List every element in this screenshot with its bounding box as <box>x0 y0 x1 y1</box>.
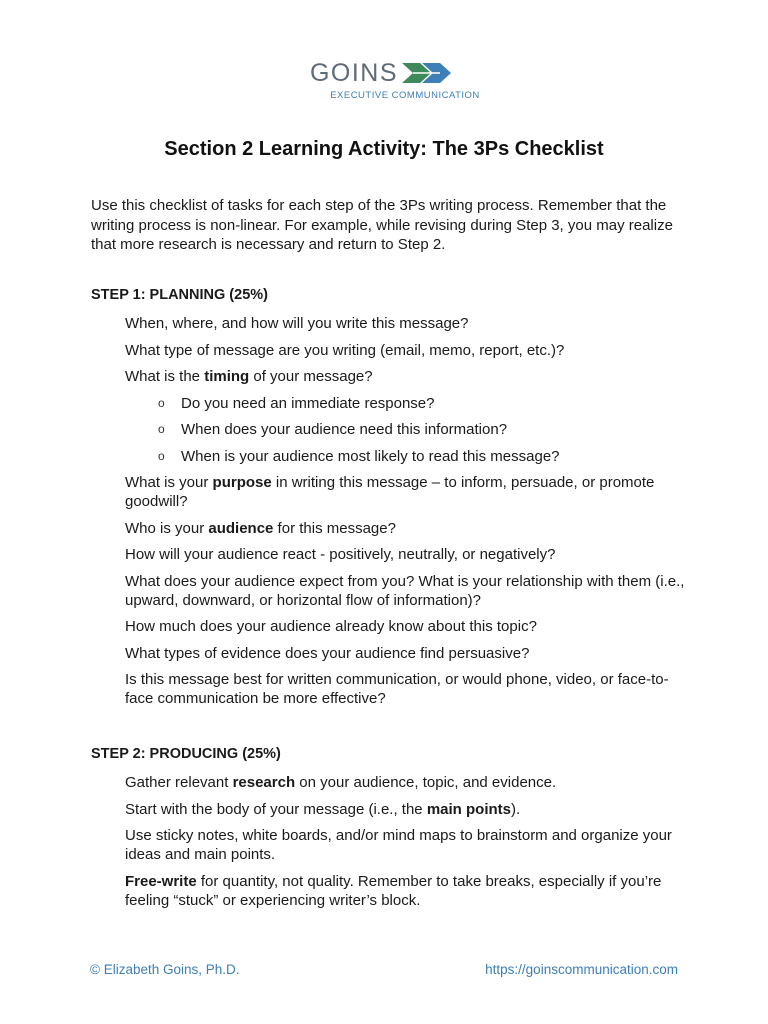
step1-q5 <box>125 519 685 538</box>
step2-checklist <box>125 773 685 917</box>
step1-q9: What types of evidence does your audience find persuasive? <box>125 644 530 662</box>
step1-checklist <box>125 314 685 716</box>
step1-q6: How will your audience react - positively, neutrally, or negatively? <box>125 546 556 563</box>
logo-tagline: EXECUTIVE COMMUNICATION <box>330 90 480 101</box>
step1-q3 <box>125 367 685 386</box>
circle-bullet-icon: o <box>158 422 165 436</box>
q5-text-c: for this message? <box>273 519 396 537</box>
sub1-text: Do you need an immediate response? <box>181 394 435 412</box>
step1-q2: What type of message are you writing (email, memo, report, etc.)? <box>125 341 565 359</box>
footer-copyright: © Elizabeth Goins, Ph.D. <box>90 962 240 977</box>
p4-text-c: for quantity, not quality. Remember to take breaks, especially if you’re feeling “stuck” or experiencing writer’s block. <box>125 872 662 909</box>
circle-bullet-icon: o <box>158 448 165 463</box>
sub3-text: When is your audience most likely to read this message? <box>181 447 560 465</box>
q3-text-a: What is the <box>125 368 205 385</box>
step2-p4 <box>125 872 685 910</box>
step1-q1: When, where, and how will you write this message? <box>125 315 469 332</box>
double-chevron-logo-icon <box>400 60 458 86</box>
p1-text-a: Gather relevant <box>125 774 233 791</box>
footer-website-link[interactable]: https://goinscommunication.com <box>485 962 678 977</box>
step2-heading: STEP 2: PRODUCING (25%) <box>91 746 281 762</box>
q3-bold: timing <box>204 368 250 385</box>
step1-q10: Is this message best for written communication, or would phone, video, or face-to-face communication be more effective? <box>125 671 669 707</box>
p1-bold: research <box>232 774 296 791</box>
p2-text-a: Start with the body of your message (i.e., the <box>125 800 427 818</box>
q5-bold: audience <box>208 519 274 537</box>
step1-subitem <box>158 420 685 439</box>
intro-paragraph: Use this checklist of tasks for each step of the 3Ps writing process. Remember that the writing process is non-linear. For example, while revising during Step 3, you may realize that more research is necessary and return to Step 2. <box>91 197 673 253</box>
step2-p1 <box>125 773 685 792</box>
q4-bold: purpose <box>212 474 272 491</box>
step1-heading: STEP 1: PLANNING (25%) <box>91 287 268 303</box>
sub2-text: When does your audience need this information? <box>181 421 508 438</box>
page-title: Section 2 Learning Activity: The 3Ps Checklist <box>164 138 604 160</box>
step2-p2 <box>125 800 685 819</box>
step1-subitem <box>158 394 685 413</box>
circle-bullet-icon: o <box>158 395 165 410</box>
step1-q4 <box>125 473 685 511</box>
q4-text-a: What is your <box>125 474 213 491</box>
q3-text-c: of your message? <box>249 368 373 385</box>
q5-text-a: Who is your <box>125 519 209 537</box>
q4-text-c: in writing this message – to inform, persuade, or promote goodwill? <box>125 474 655 510</box>
p2-bold: main points <box>426 800 511 818</box>
logo-wordmark: GOINS <box>309 59 399 87</box>
step1-q8: How much does your audience already know about this topic? <box>125 618 537 635</box>
step2-p3: Use sticky notes, white boards, and/or mind maps to brainstorm and organize your ideas and main points. <box>125 827 672 863</box>
step1-subitem <box>158 447 685 466</box>
p2-text-c: ). <box>511 800 521 818</box>
company-logo <box>0 58 768 101</box>
step1-q7: What does your audience expect from you? What is your relationship with them (i.e., upward, downward, or horizontal flow of information)? <box>125 572 685 609</box>
logo-row <box>310 58 458 88</box>
p4-bold: Free-write <box>125 872 197 890</box>
p1-text-c: on your audience, topic, and evidence. <box>295 774 557 791</box>
